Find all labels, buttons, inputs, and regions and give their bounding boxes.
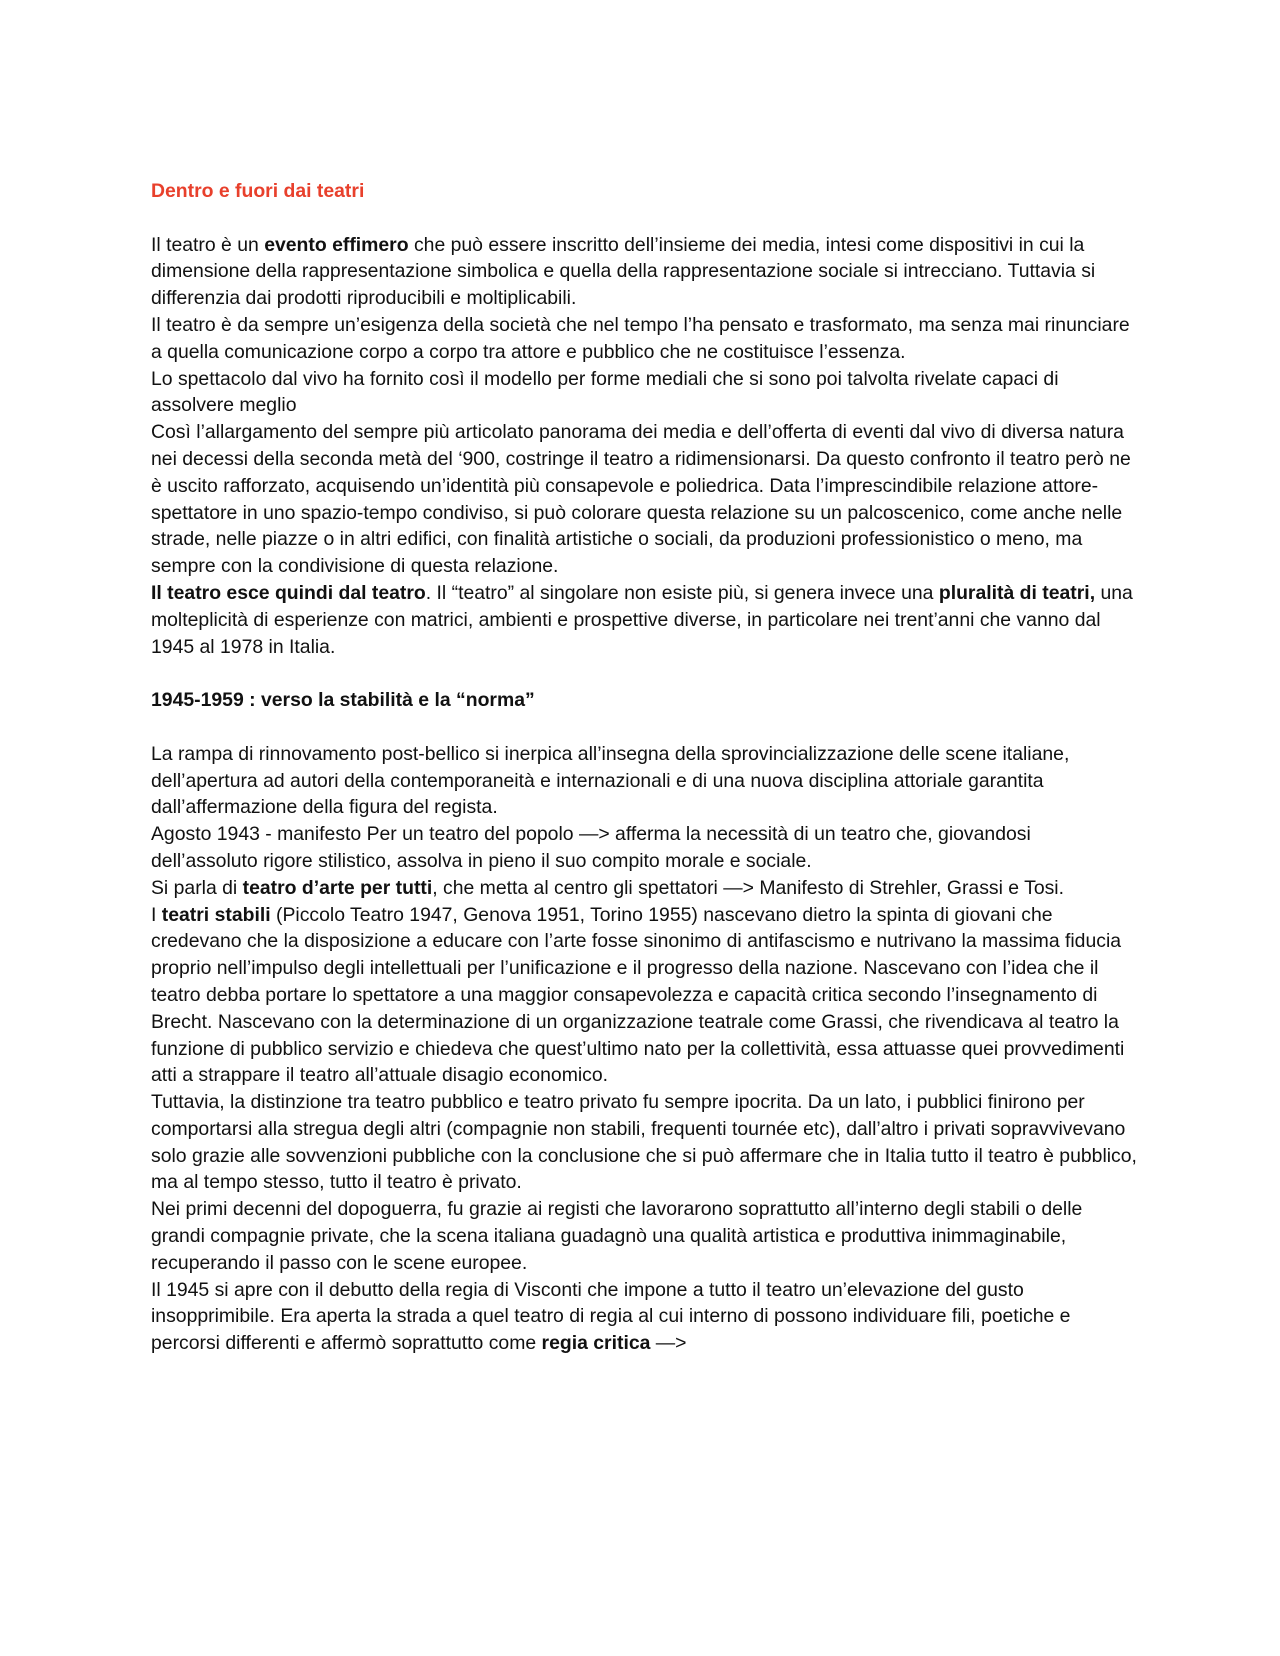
paragraph-1	[151, 232, 1141, 312]
paragraph-12-bold: regia critica	[541, 1332, 651, 1355]
paragraph-9-bold: teatri stabili	[161, 903, 271, 926]
paragraph-5	[151, 580, 1141, 660]
paragraph-5-mid: . Il “teatro” al singolare non esiste più, si genera invece una	[425, 581, 939, 604]
paragraph-5-post: una molteplicità di esperienze con matrici, ambienti e prospettive diverse, in particolare nei trent’anni che vanno dal 1945 al 1978 in Italia.	[151, 581, 1133, 658]
paragraph-5-bold-2: pluralità di teatri,	[938, 581, 1096, 604]
paragraph-4: Così l’allargamento del sempre più articolato panorama dei media e dell’offerta di eventi dal vivo di diversa natura nei decessi della seconda metà del ‘900, costringe il teatro a ridimensionarsi. Da questo confronto il teatro però ne è uscito rafforzato, acquisendo un’identità più consapevole e poliedrica. Data l’imprescindibile relazione attore- spettatore in uno spazio-tempo condiviso, si può colorare questa relazione su un palcoscenico, come anche nelle strade, nelle piazze o in altri edifici, con finalità artistiche o sociali, da produzioni professionistico o meno, ma sempre con la condivisione di questa relazione.	[151, 421, 1131, 578]
spacer	[151, 660, 1141, 687]
paragraph-9-post: (Piccolo Teatro 1947, Genova 1951, Torino 1955) nascevano dietro la spinta di giovani che credevano che la disposizione a educare con l’arte fosse sinonimo di antifascismo e nutrivano la massima fiducia proprio nell’impulso degli intellettuali per l’unificazione e il progresso della nazione. Nascevano con l’idea che il teatro debba portare lo spettatore a una maggior consapevolezza e capacità critica secondo l’insegnamento di Brecht. Nascevano con la determinazione di un organizzazione teatrale come Grassi, che rivendicava al teatro la funzione di pubblico servizio e chiedeva che quest’ultimo nato per la collettività, essa attuasse quei provvedimenti atti a strappare il teatro all’attuale disagio economico.	[151, 903, 1125, 1087]
paragraph-1-pre: Il teatro è un	[151, 233, 265, 256]
paragraph-11: Nei primi decenni del dopoguerra, fu grazie ai registi che lavorarono soprattutto all’interno degli stabili o delle grandi compagnie private, che la scena italiana guadagnò una qualità artistica e produttiva inimmaginabile, recuperando il passo con le scene europee.	[151, 1198, 1083, 1274]
paragraph-2: Il teatro è da sempre un’esigenza della società che nel tempo l’ha pensato e trasformato, ma senza mai rinunciare a quella comunicazione corpo a corpo tra attore e pubblico che ne costituisce l’essenza.	[151, 313, 1130, 363]
paragraph-10: Tuttavia, la distinzione tra teatro pubblico e teatro privato fu sempre ipocrita. Da un lato, i pubblici finirono per comportarsi alla stregua degli altri (compagnie non stabili, frequenti tournée etc), dall’altro i privati sopravvivevano solo grazie alle sovvenzioni pubbliche con la conclusione che si può affermare che in Italia tutto il teatro è pubblico, ma al tempo stesso, tutto il teatro è privato.	[151, 1091, 1137, 1194]
section-heading: 1945-1959 : verso la stabilità e la “norma”	[151, 689, 535, 712]
paragraph-12-post: —>	[650, 1332, 687, 1355]
spacer	[151, 205, 1141, 232]
paragraph-12-pre: Il 1945 si apre con il debutto della regia di Visconti che impone a tutto il teatro un’elevazione del gusto insopprimibile. Era aperta la strada a quel teatro di regia al cui interno di possono individuare fili, poetiche e percorsi differenti e affermò soprattutto come	[151, 1278, 1071, 1355]
document-page	[151, 178, 1141, 1357]
document-title: Dentro e fuori dai teatri	[151, 180, 365, 202]
paragraph-8-pre: Si parla di	[151, 876, 243, 899]
paragraph-8-bold: teatro d’arte per tutti	[242, 876, 433, 899]
paragraph-8	[151, 875, 1141, 902]
paragraph-9	[151, 902, 1141, 1090]
paragraph-6: La rampa di rinnovamento post-bellico si inerpica all’insegna della sprovincializzazione delle scene italiane, dell’apertura ad autori della contemporaneità e internazionali e di una nuova disciplina attoriale garantita dall’affermazione della figura del regista.	[151, 742, 1070, 819]
spacer	[151, 714, 1141, 741]
paragraph-3: Lo spettacolo dal vivo ha fornito così il modello per forme mediali che si sono poi talvolta rivelate capaci di assolvere meglio	[151, 367, 1059, 417]
paragraph-7: Agosto 1943 - manifesto Per un teatro del popolo —> afferma la necessità di un teatro che, giovandosi dell’assoluto rigore stilistico, assolva in pieno il suo compito morale e sociale.	[151, 823, 1031, 872]
paragraph-12	[151, 1277, 1141, 1357]
paragraph-1-bold: evento effimero	[264, 233, 409, 256]
paragraph-1-post: che può essere inscritto dell’insieme dei media, intesi come dispositivi in cui la dimensione della rappresentazione simbolica e quella della rappresentazione sociale si intrecciano. Tuttavia si differenzia dai prodotti riproducibili e moltiplicabili.	[151, 233, 1096, 310]
paragraph-8-post: , che metta al centro gli spettatori —> Manifesto di Strehler, Grassi e Tosi.	[432, 876, 1064, 899]
paragraph-9-pre: I	[151, 903, 162, 926]
paragraph-5-bold-1: Il teatro esce quindi dal teatro	[151, 581, 426, 604]
